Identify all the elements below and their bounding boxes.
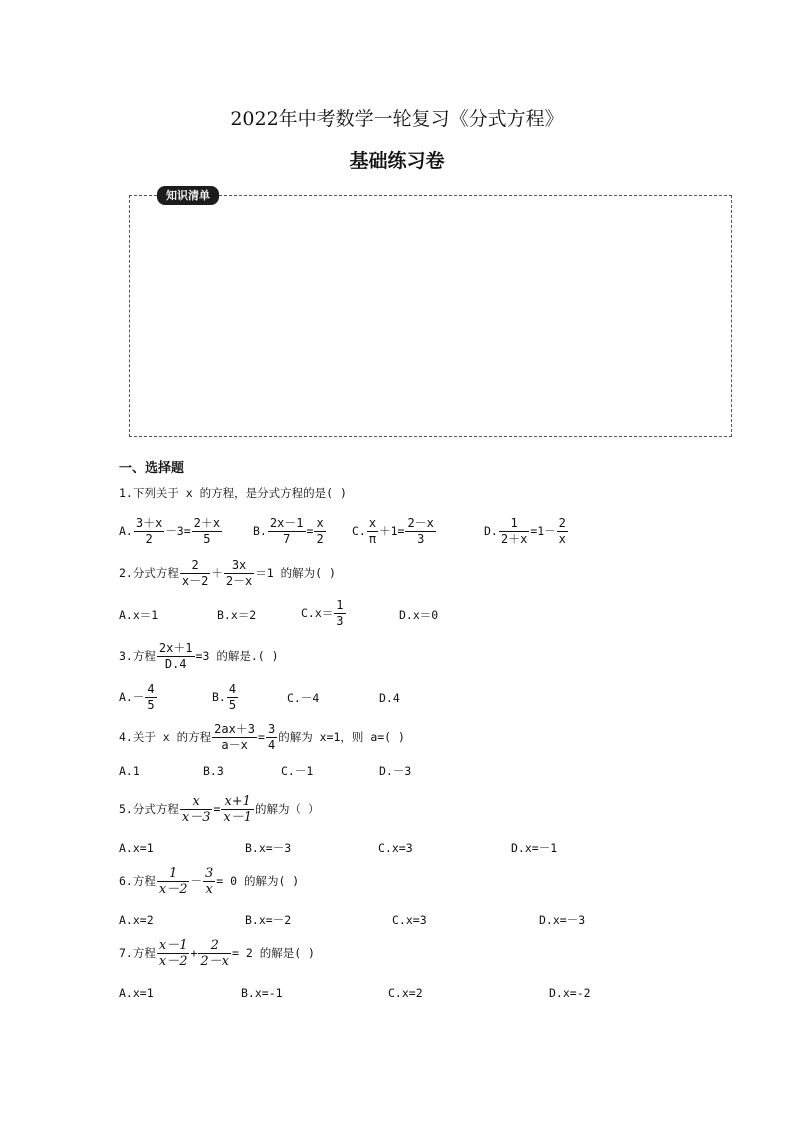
denominator: D.4 [164,657,187,671]
denominator: x－2 [158,954,188,969]
question-3-option-b [212,682,239,713]
numerator: 1 [499,516,529,532]
operator: = [213,801,221,816]
numerator: 1 [336,598,344,612]
denominator: x－3 [181,810,211,825]
question-2-option-b: B.x＝2 [217,608,257,622]
question-3-option-d: D.4 [379,691,400,705]
question-1-option-c [352,516,437,547]
question-3-option-c: C.－4 [287,691,320,705]
numerator: 3 [267,722,276,736]
option-label: A.－ [119,689,145,704]
numerator: x－1 [158,938,188,953]
denominator: 4 [267,738,276,752]
fraction [157,866,190,897]
stem-text: 3.方程 [119,648,156,663]
stem-text: =3 的解是.( ) [195,648,279,663]
numerator: x [316,516,324,530]
numerator: x+1 [221,794,254,810]
denominator: 5 [147,698,155,712]
operator: － [190,873,202,888]
question-1-option-d [484,516,569,547]
denominator: x [205,882,213,897]
fraction [134,516,164,547]
denominator: 3 [417,532,425,546]
fraction [145,682,156,713]
question-6-option-a: A.x=2 [119,913,154,927]
fraction [557,516,568,547]
denominator: x [558,532,566,546]
question-2-option-d: D.x＝0 [399,608,439,622]
stem-text: = 0 的解为( ) [216,873,300,888]
denominator: 7 [283,532,291,546]
operator: = [306,523,314,538]
fraction [224,558,254,589]
denominator: x－1 [223,810,253,825]
numerator: x [180,794,213,810]
question-3-stem [119,641,279,672]
numerator: 4 [228,682,237,696]
fraction [203,866,215,897]
numerator: 2－x [407,516,434,530]
fraction [212,722,257,753]
fraction [227,682,238,713]
denominator: 2＋x [500,532,528,546]
question-6-option-b: B.x=－2 [245,913,292,927]
numerator: 3x [224,558,254,574]
stem-text: 的解为（ ） [255,801,320,816]
operator: =1－ [530,523,556,538]
fraction [367,516,378,547]
denominator: π [368,532,377,546]
stem-text: 4.关于 x 的方程 [119,729,212,744]
option-label: C.x＝ [301,605,334,620]
stem-text: 5.分式方程 [119,801,179,816]
knowledge-tag: 知识清单 [157,186,219,205]
fraction [180,558,210,589]
denominator: a－x [221,738,248,752]
question-7-option-b: B.x=-1 [241,986,283,1000]
numerator: 2 [198,938,231,954]
fraction [334,598,345,629]
fraction [266,722,277,753]
denominator: 3 [336,614,344,628]
option-label: A. [119,523,133,538]
numerator: x [368,516,377,530]
numerator: 2ax＋3 [214,722,256,736]
stem-text: 的解为 x=1，则 a=( ) [278,729,405,744]
fraction [314,516,325,547]
section-heading: 一、选择题 [119,461,185,476]
page-title: 2022年中考数学一轮复习《分式方程》 [230,108,564,130]
denominator: 2－x [225,574,253,588]
fraction [221,794,254,825]
question-3-option-a [119,682,158,713]
question-7-option-c: C.x=2 [388,986,423,1000]
denominator: 5 [203,532,211,546]
fraction [180,794,213,825]
numerator: 4 [147,682,155,696]
question-5-option-b: B.x=－3 [245,841,292,855]
stem-text: 2.分式方程 [119,565,179,580]
option-label: B. [253,523,267,538]
numerator: 2x＋1 [158,641,193,655]
fraction [157,938,190,969]
denominator: 2 [145,532,153,546]
numerator: 3＋x [135,516,163,530]
question-7-stem [119,938,315,969]
question-2-option-a: A.x＝1 [119,608,159,622]
option-label: B. [212,689,226,704]
denominator: 5 [228,698,237,712]
operator: －3= [165,523,191,538]
fraction [157,641,195,672]
numerator: 2＋x [193,516,221,530]
question-5-stem [119,794,319,825]
stem-text: 7.方程 [119,945,156,960]
numerator: 3 [204,866,214,881]
question-1-option-a [119,516,223,547]
option-label: C. [352,523,366,538]
question-7-option-d: D.x=-2 [549,986,591,1000]
numerator: 2 [180,558,210,574]
question-1-option-b [253,516,327,547]
question-4-option-c: C.－1 [281,764,314,778]
operator: + [190,945,198,960]
question-6-stem [119,866,299,897]
stem-text: = 2 的解是( ) [232,945,315,960]
question-2-stem [119,558,336,589]
question-5-option-a: A.x=1 [119,841,154,855]
denominator: x－2 [181,574,209,588]
question-7-option-a: A.x=1 [119,986,154,1000]
denominator: 2 [316,532,324,546]
fraction [192,516,222,547]
numerator: 1 [157,866,190,882]
question-4-stem [119,722,405,753]
stem-text: ＝1 的解为( ) [255,565,336,580]
fraction [405,516,435,547]
question-4-option-a: A.1 [119,764,140,778]
fraction [198,938,231,969]
operator: ＋ [211,565,223,580]
question-1-stem: 1.下列关于 x 的方程，是分式方程的是( ) [119,486,347,500]
fraction [268,516,306,547]
question-4-option-b: B.3 [203,764,224,778]
option-label: D. [484,523,498,538]
stem-text: 6.方程 [119,873,156,888]
denominator: x－2 [158,882,188,897]
question-2-option-c [301,598,347,629]
numerator: 2 [558,516,566,530]
operator: = [258,729,265,744]
operator: ＋1= [379,523,405,538]
denominator: 2－x [200,954,230,969]
fraction [499,516,529,547]
numerator: 2x－1 [269,516,304,530]
question-4-option-d: D.－3 [379,764,412,778]
question-6-option-c: C.x=3 [392,913,427,927]
question-6-option-d: D.x=－3 [539,913,586,927]
question-5-option-c: C.x=3 [378,841,413,855]
question-5-option-d: D.x=－1 [511,841,558,855]
page-subtitle: 基础练习卷 [349,150,445,172]
knowledge-box [129,195,732,437]
